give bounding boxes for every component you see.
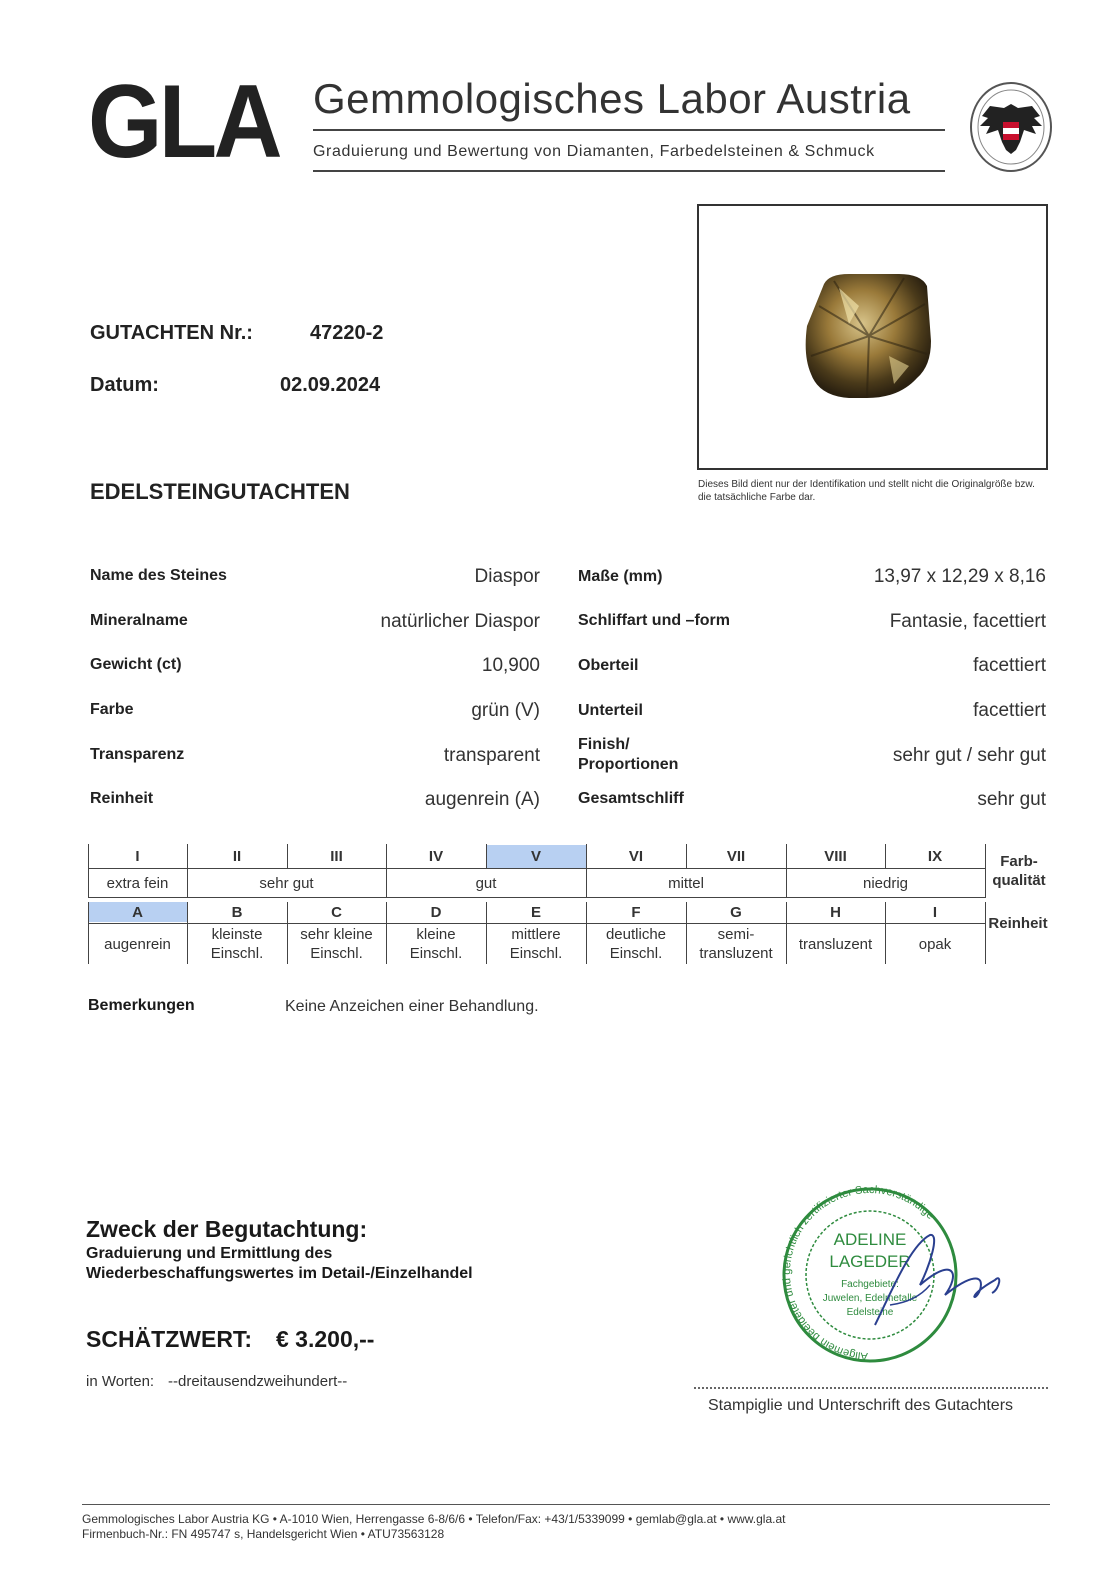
stamp-inner-text: Fachgebiete:	[841, 1279, 899, 1290]
clarity-description-line: mittlere	[511, 926, 561, 943]
property-label: Gesamtschliff	[578, 790, 684, 807]
color-grade: I	[135, 847, 140, 865]
lab-subtitle: Graduierung und Bewertung von Diamanten, Farbedelsteinen & Schmuck	[313, 143, 875, 160]
remarks-label: Bemerkungen	[88, 997, 195, 1014]
property-value: transparent	[443, 745, 540, 766]
clarity-description-line: kleine	[416, 926, 456, 943]
color-quality-label-line: Farb-	[1000, 853, 1038, 870]
certificate-date: 02.09.2024	[280, 374, 381, 396]
property-value: Fantasie, facettiert	[889, 611, 1046, 632]
table-rule	[88, 897, 986, 898]
property-value: augenrein (A)	[424, 789, 540, 810]
clarity-description-line: Einschl.	[509, 945, 563, 962]
signature-line	[694, 1387, 1048, 1389]
clarity-description-line: kleinste	[211, 926, 263, 943]
clarity-label: Reinheit	[988, 915, 1048, 932]
clarity-description-line: Einschl.	[310, 945, 363, 962]
property-value: facettiert	[973, 655, 1046, 676]
color-grade-selected: V	[530, 847, 541, 865]
clarity-grade: F	[631, 904, 641, 921]
color-grade: VII	[726, 847, 746, 865]
property-label: Unterteil	[578, 702, 643, 719]
color-grade: VIII	[824, 847, 847, 865]
purpose-title: Zweck der Begutachtung:	[86, 1216, 368, 1242]
stamp-name: LAGEDER	[829, 1252, 911, 1271]
property-value: grün (V)	[471, 700, 540, 721]
property-label: Mineralname	[90, 612, 188, 629]
header-rule	[313, 170, 945, 172]
valuation-words: --dreitausendzweihundert--	[168, 1373, 348, 1390]
clarity-description-line: deutliche	[605, 926, 667, 943]
clarity-grade: D	[430, 904, 442, 921]
valuation-amount: € 3.200,--	[276, 1326, 375, 1352]
property-label: Oberteil	[578, 657, 639, 674]
color-grade: IX	[927, 847, 943, 865]
property-value: Diaspor	[474, 566, 540, 587]
footer-address: Gemmologisches Labor Austria KG • A-1010 Wien, Herrengasse 6-8/6/6 • Telefon/Fax: +43/1/5339099 • gemlab@gla.at • www.gla.at	[82, 1512, 786, 1526]
expert-stamp	[780, 1185, 1010, 1365]
clarity-description-line: sehr kleine	[300, 926, 373, 943]
clarity-description-line: Einschl.	[409, 945, 463, 962]
property-label: Schliffart und –form	[578, 612, 731, 629]
clarity-description	[287, 924, 386, 964]
clarity-description-line: transluzent	[699, 945, 773, 962]
stamp-inner-text: Edelsteine	[846, 1307, 894, 1318]
property-label: Gewicht (ct)	[90, 656, 182, 673]
clarity-grade: B	[231, 904, 243, 921]
property-value: sehr gut / sehr gut	[892, 745, 1046, 766]
gla-logo: GLA	[88, 64, 279, 180]
clarity-grade: I	[932, 904, 938, 921]
grading-table	[88, 844, 986, 964]
certificate-number: 47220-2	[310, 322, 384, 344]
clarity-description-line: augenrein	[104, 935, 171, 953]
clarity-description	[187, 924, 287, 964]
clarity-description-line: Einschl.	[210, 945, 264, 962]
signature-caption: Stampiglie und Unterschrift des Gutachters	[708, 1397, 1014, 1414]
clarity-description-line: semi-	[717, 926, 755, 943]
color-group: niedrig	[862, 874, 909, 892]
footer-rule	[82, 1504, 1050, 1505]
property-label: Farbe	[90, 701, 134, 718]
stamp-inner-text: Juwelen, Edelmetalle	[822, 1293, 918, 1304]
property-label: Transparenz	[90, 746, 185, 763]
photo-caption: Dieses Bild dient nur der Identifikation und stellt nicht die Originalgröße bzw. die tatsächliche Farbe dar.	[698, 479, 1035, 503]
purpose-text: Wiederbeschaffungswertes im Detail-/Einzelhandel	[86, 1265, 473, 1282]
certificate-number-label: GUTACHTEN Nr.:	[90, 322, 253, 344]
color-grade: II	[232, 847, 242, 865]
stamp-name: ADELINE	[833, 1230, 907, 1249]
color-quality-label-line: qualität	[992, 872, 1046, 889]
property-label: Name des Steines	[90, 567, 227, 584]
clarity-description	[885, 924, 985, 964]
clarity-grade: E	[530, 904, 541, 921]
purpose-text: Graduierung und Ermittlung des	[86, 1245, 333, 1262]
property-value: sehr gut	[977, 789, 1046, 810]
color-grade: III	[330, 847, 343, 865]
property-value: natürlicher Diaspor	[380, 611, 540, 632]
stamp-ring-text: Allgemein beeideter und gerichtlich zertifizierter Sachverständige	[780, 1185, 937, 1363]
valuation-words-label: in Worten:	[86, 1373, 155, 1390]
document-title: EDELSTEINGUTACHTEN	[90, 479, 350, 504]
austrian-eagle-seal-icon	[968, 80, 1054, 174]
clarity-description	[786, 924, 885, 964]
valuation-label: SCHÄTZWERT:	[86, 1326, 253, 1352]
clarity-grade: H	[830, 904, 841, 921]
remarks-text: Keine Anzeichen einer Behandlung.	[285, 998, 539, 1015]
clarity-description	[586, 924, 686, 964]
clarity-description	[88, 924, 187, 964]
clarity-description-line: transluzent	[798, 935, 873, 953]
footer-registration: Firmenbuch-Nr.: FN 495747 s, Handelsgericht Wien • ATU73563128	[82, 1527, 445, 1541]
color-grade: IV	[428, 847, 444, 865]
color-group: gut	[475, 874, 497, 892]
date-label: Datum:	[90, 374, 159, 396]
gemstone-photo-frame	[697, 204, 1048, 470]
lab-name: Gemmologisches Labor Austria	[313, 75, 911, 122]
gemstone-image	[699, 206, 1046, 468]
color-quality-label	[986, 852, 1052, 890]
property-value: 13,97 x 12,29 x 8,16	[873, 566, 1046, 587]
table-rule	[985, 902, 986, 964]
property-label: Maße (mm)	[578, 568, 663, 585]
color-group: extra fein	[106, 874, 169, 892]
color-group: mittel	[668, 874, 704, 892]
color-grade: VI	[628, 847, 644, 865]
header-rule	[313, 129, 945, 131]
clarity-grade: G	[730, 904, 742, 921]
property-value: 10,900	[481, 655, 540, 676]
color-group: sehr gut	[259, 874, 314, 892]
property-label: Finish/	[578, 736, 630, 753]
property-label: Proportionen	[578, 756, 679, 773]
clarity-grade-selected: A	[132, 904, 143, 921]
clarity-grade: C	[331, 904, 342, 921]
clarity-description	[386, 924, 486, 964]
clarity-description-line: Einschl.	[609, 945, 663, 962]
clarity-description	[486, 924, 586, 964]
property-value: facettiert	[973, 700, 1046, 721]
clarity-description-line: opak	[918, 935, 952, 953]
property-label: Reinheit	[90, 790, 154, 807]
clarity-description	[686, 924, 786, 964]
